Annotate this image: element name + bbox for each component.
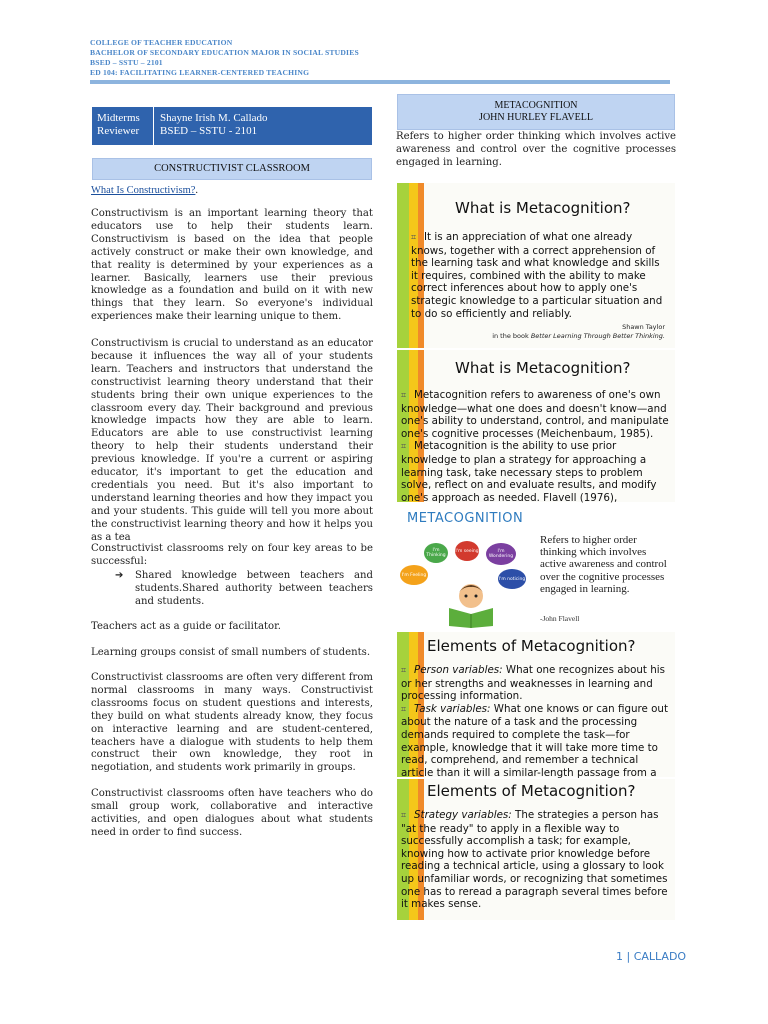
bullet-icon: ⌗ — [411, 233, 417, 243]
slide-metacognition-definition — [397, 506, 675, 630]
bullet-label: Task variables: — [414, 702, 491, 715]
slide-title: METACOGNITION — [407, 511, 524, 526]
slide-bullet-text: Metacognition is the ability to use prior knowledge to plan a strategy for approaching a learning task, take necessary steps to problem solve, reflect on and evaluate results, and modify one's approach as needed. Flavell (1976), — [401, 440, 657, 504]
constructivism-link[interactable]: What Is Constructivism? — [91, 185, 196, 196]
slide-body — [401, 664, 673, 792]
slide-what-is-metacognition-1 — [397, 183, 675, 348]
reviewer-name-box — [92, 107, 372, 145]
thought-bubble: I'm seeing — [455, 541, 479, 561]
arrow-bullet-icon: ➔ — [115, 570, 124, 581]
slide-bullet — [401, 809, 673, 911]
link-suffix: . — [195, 185, 199, 196]
document-header — [90, 38, 420, 78]
citation-author: Shawn Taylor — [622, 323, 665, 331]
slide-title: Elements of Metacognition? — [427, 637, 636, 655]
slide-bullet — [401, 440, 673, 504]
reviewer-label — [92, 107, 154, 145]
reviewer-label-line1: Midterms — [97, 112, 140, 124]
citation-source-prefix: in the book — [492, 332, 531, 340]
slide-citation — [492, 323, 665, 341]
slide-elements-of-metacognition-2 — [397, 779, 675, 920]
bullet-icon: ⌗ — [401, 442, 407, 453]
slide-body — [401, 389, 673, 504]
bullet-icon: ⌗ — [401, 704, 407, 715]
thought-bubble: I'm Wondering — [486, 543, 516, 565]
paragraph-classroom-differences: Constructivist classrooms are often very different from normal classrooms in many ways. Constructivist classrooms focus on student questions and interests, they build on what students already know, they focus on interactive learning and are student-centered, teachers have a dialogue with students to help them construct their own knowledge, they root in negotiation, and students work primarily in groups. — [91, 672, 373, 774]
slide-title: What is Metacognition? — [455, 199, 631, 217]
paragraph-constructivism-importance: Constructivism is crucial to understand as an educator because it influences the way all of your students learn. Teachers and instructors that understand the constructivist learning theory understand that their students bring their own unique experiences to the classroom every day. Their background and previous knowledge impacts how they are able to learn. Educators are able to use constructivist learning theory to help their students understand their previous knowledge. If you're a current or aspiring educator, it's important to get the education and credentials you need. But it's also important to understand learning theories and how they impact you and your students. This guide will tell you more about the constructivist learning theory and how it helps you as a tea — [91, 338, 373, 543]
slide-bullet — [401, 664, 673, 703]
slide-bullet-text: Metacognition refers to awareness of one's own knowledge—what one does and doesn't know—and one's ability to understand, control, and manipulate one's cognitive processes (Meichenbaum, 1985). — [401, 389, 669, 440]
header-divider — [90, 80, 670, 84]
paragraph-learning-groups: Learning groups consist of small numbers of students. — [91, 647, 371, 658]
slide-bullet-text: What one knows or can figure out about the nature of a task and the processing demands required to complete the task—for example, knowledge that it will take more time to read, comprehend, and remember a technical article than it will a similar-length passage from a — [401, 702, 668, 779]
citation-source-title: Better Learning Through Better Thinking. — [530, 332, 665, 340]
metacognition-intro: Refers to higher order thinking which involves active awareness and control over the cognitive processes engaged in learning. — [396, 131, 676, 168]
page-footer: 1 | CALLADO — [616, 950, 687, 963]
author-name: Shayne Irish M. Callado — [160, 112, 268, 124]
metacognition-author: JOHN HURLEY FLAVELL — [479, 112, 593, 123]
slide-definition-text: Refers to higher order thinking which involves active awareness and control over the cognitive processes engaged in learning. — [540, 534, 667, 595]
header-course: ED 104: FACILITATING LEARNER-CENTERED TEACHING — [90, 68, 310, 77]
header-college: COLLEGE OF TEACHER EDUCATION — [90, 38, 233, 47]
thought-bubble: I'm noticing — [498, 569, 526, 589]
slide-title: Elements of Metacognition? — [427, 782, 636, 800]
slide-what-is-metacognition-2 — [397, 350, 675, 502]
constructivism-link-line — [91, 185, 198, 196]
slide-body — [401, 809, 673, 911]
paragraph-constructivism-definition: Constructivism is an important learning theory that educators use to help their students learn. Constructivism is based on the idea that people actively construct or make their own knowledge, and that reality is determined by your experiences as a learner. Basically, learners use their previous knowledge as a foundation and build on it with new things that they learn. So everyone's individual experiences make their learning unique to them. — [91, 208, 373, 323]
reading-child-icon — [445, 582, 497, 628]
slide-bullet-text: The strategies a person has "at the ready" to apply in a flexible way to successfully accomplish a task; for example, knowing how to activate prior knowledge before reading a technical article, using a glossary to look up unfamiliar words, or recognizing that sometimes one has to reread a paragraph several times before it makes sense. — [401, 809, 668, 911]
paragraph-key-areas: Constructivist classrooms rely on four key areas to be successful: — [91, 543, 373, 567]
slide-bullet-text: It is an appreciation of what one already knows, together with a correct apprehension of the learning task and what knowledge and skills it requires, combined with the ability to make correct inferences about how to apply one's strategic knowledge to a particular situation and to do so efficiently and reliably. — [411, 231, 663, 320]
slide-elements-of-metacognition-1 — [397, 632, 675, 777]
header-program: BACHELOR OF SECONDARY EDUCATION MAJOR IN SOCIAL STUDIES — [90, 48, 359, 57]
citation-source — [492, 332, 665, 341]
slide-bullet — [401, 389, 673, 440]
paragraph-teacher-role: Teachers act as a guide or facilitator. — [91, 621, 282, 632]
bullet-icon: ⌗ — [401, 391, 407, 401]
thought-bubble: I'm Feeling — [400, 565, 428, 585]
paragraph-group-work: Constructivist classrooms often have teachers who do small group work, collaborative and interactive activities, and open dialogues about what students need in order to find success. — [91, 788, 373, 838]
bullet-label: Strategy variables: — [414, 809, 512, 821]
slide-title: What is Metacognition? — [455, 359, 631, 377]
metacognition-title: METACOGNITION — [494, 100, 578, 111]
bullet-icon: ⌗ — [401, 811, 407, 821]
slide-body — [411, 231, 669, 320]
list-item — [115, 570, 373, 609]
constructivist-section-title: CONSTRUCTIVIST CLASSROOM — [92, 158, 372, 180]
author-section: BSED – SSTU - 2101 — [160, 125, 258, 137]
bullet-icon: ⌗ — [401, 666, 407, 676]
bullet-label: Person variables: — [414, 664, 503, 676]
metacognition-section-title — [397, 94, 675, 130]
thought-bubble: I'm Thinking — [424, 543, 448, 563]
author-info — [154, 107, 274, 145]
bullet-text: Shared knowledge between teachers and students.Shared authority between teachers and students. — [135, 570, 373, 607]
slide-citation: -John Flavell — [540, 614, 580, 623]
slide-bullet-text: What one recognizes about his or her strengths and weaknesses in learning and processing information. — [401, 664, 665, 703]
reviewer-label-line2: Reviewer — [97, 125, 140, 137]
header-section: BSED – SSTU – 2101 — [90, 58, 163, 67]
